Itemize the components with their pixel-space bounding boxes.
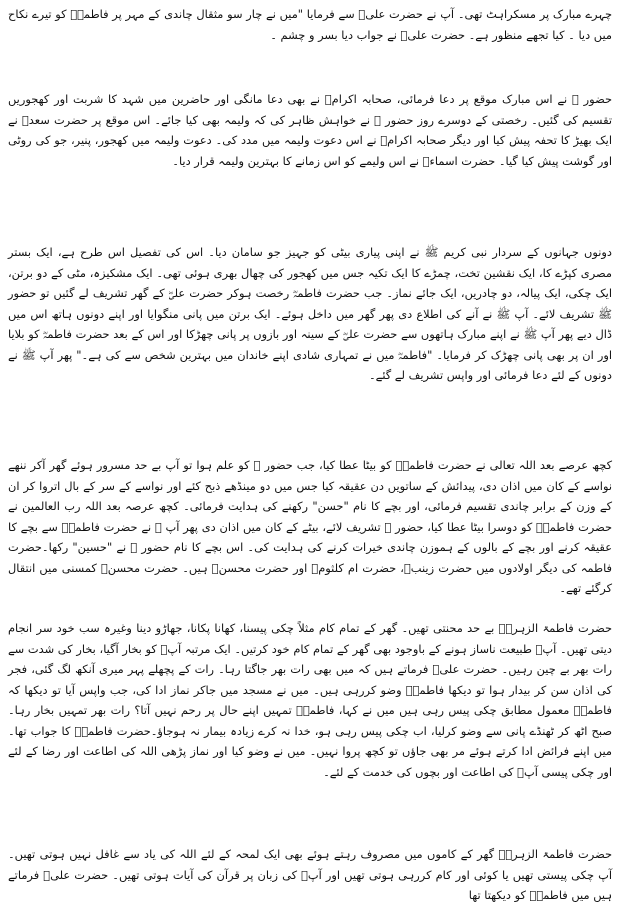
paragraph-remembrance: حضرت فاطمۃ الزہرہؓ گھر کے کاموں میں مصروف رہتے ہوئے بھی ایک لمحہ کے لئے اللہ کی یاد سے غافل نہیں ہوتی تھیں۔ آپ چکی پیستی تھیں یا کوئی اور کام کررہی ہوتی تھیں اور آپؓ کی زبان پر قرآن کی آیات ہوتی تھیں۔ حضرت علیؓ فرماتے ہیں میں فاطمہؓ کو دیکھتا تھا [8, 847, 612, 902]
paragraph-jahez: دونوں جہانوں کے سردار نبی کریم ﷺ نے اپنی پیاری بیٹی کو جہیز جو سامان دیا۔ اس کی تفصیل اس طرح ہے، ایک بستر مصری کپڑے کا، ایک نقشین تخت، چمڑے کا ایک تکیہ جس میں کھجور کی چھال بھری ہوئی تھی۔ ایک مشکیزہ، مٹی کے دو برتن، ایک چکی، ایک پیالہ، دو چادریں، ایک جائے نماز۔ جب حضرت فاطمہؓ رخصت ہوکر حضرت علیؓ کے گھر تشریف لے گئیں تو حضور ﷺ تشریف لائے۔ آپ ﷺ نے آنے کی اطلاع دی پھر گھر میں داخل ہوئے۔ ایک برتن میں پانی منگوایا اور اپنے دونوں ہاتھ اس میں ڈال دیے پھر آپ ﷺ نے اپنے مبارک ہاتھوں سے حضرت علیؓ کے سینہ اور بازوں پر پانی چھڑکا اور اس کے بعد حضرت فاطمہؓ کو بلایا اور ان پر بھی پانی چھڑک کر فرمایا۔ "فاطمہؓ میں نے تمہاری شادی اپنے خاندان میں بہترین شخص سے کی ہے۔" پھر آپ ﷺ نے دونوں کے لئے دعا فرمائی اور واپس تشریف لے گئے۔ [8, 245, 612, 382]
paragraph-nikah-mahr: چہرے مبارک پر مسکراہٹ تھی۔ آپ نے حضرت علیؓ سے فرمایا "میں نے چار سو مثقال چاندی کے مہر پر فاطمہؓ کو تیرے نکاح میں دیا ۔ کیا تجھے منظور ہے۔ حضرت علیؓ نے جواب دیا بسر و چشم ۔ [8, 7, 612, 42]
paragraph-hard-work: حضرت فاطمۃ الزہرہؓ بے حد محنتی تھیں۔ گھر کے تمام کام مثلاً چکی پیسنا، کھانا پکانا، جھاڑو دینا وغیرہ سب خود سر انجام دیتی تھیں۔ آپؓ طبیعت ناساز ہونے کے باوجود بھی گھر کے تمام کام خود کرتیں۔ ایک مرتبہ آپؓ کو بخار آگیا، بخار کی شدت سے رات بھر بے چین رہیں۔ حضرت علیؓ فرماتے ہیں کہ میں بھی رات بھر جاگتا رہا۔ رات کے پچھلے پہر میری آنکھ لگ گئی، فجر کی اذان سن کر بیدار ہوا تو دیکھا فاطمہؓ وضو کررہی ہیں۔ میں نے مسجد میں جاکر نماز ادا کی، جب واپس آیا تو دیکھا کہ فاطمہؓ معمول مطابق چکی پیس رہی ہیں میں نے کہا، فاطمہؓ تمہیں اپنے حال پر رحم نہیں آتا؟ رات بھر تمہیں بخار رہا۔ صبح اٹھ کر ٹھنڈے پانی سے وضو کرلیا، اب چکی پیس رہی ہو، خدا نہ کرے زیادہ بیمار نہ ہوجاؤ۔حضرت فاطمہؓ کا جواب تھا۔ میں اپنے فرائض ادا کرتے ہوئے مر بھی جاؤں تو کچھ پروا نہیں۔ میں نے وضو کیا اور نماز پڑھی اللہ کی اطاعت اور رضا کے لئے اور چکی پیسی آپؓ کی اطاعت اور بچوں کی خدمت کے لئے۔ [8, 621, 612, 779]
paragraph-walima: حضور ﷺ نے اس مبارک موقع پر دعا فرمائی، صحابہ اکرامؓ نے بھی دعا مانگی اور حاضرین میں شہد کا شربت اور کھجوریں تقسیم کی گئیں۔ رخصتی کے دوسرے روز حضور ﷺ نے خواہش ظاہر کی کہ ولیمہ بھی کیا جائے۔ اس موقع پر حضرت سعدؓ نے ایک بھیڑ کا تحفہ پیش کیا اور دیگر صحابہ اکرامؓ نے اس دعوت ولیمہ میں مدد کی۔ دعوت ولیمہ میں کھجور، پنیر، جو کی روٹی اور گوشت پیش کیا گیا۔ حضرت اسماءؓ نے اس ولیمے کو اس زمانے کا بہترین ولیمہ قرار دیا۔ [8, 92, 612, 168]
paragraph-children: کچھ عرصے بعد اللہ تعالی نے حضرت فاطمہؓ کو بیٹا عطا کیا، جب حضور ﷺ کو علم ہوا تو آپ بے حد مسرور ہوئے گھر آکر ننھے نواسے کے کان میں اذان دی، پیدائش کے ساتویں دن عقیقہ کیا جس میں دو مینڈھے ذبح کئے اور نواسے کے سر کے بال اتروا کر ان کے وزن کے برابر چاندی تقسیم فرمائی، اور بچے کا نام "حسن" رکھنے کی ہدایت فرمائی۔ کچھ عرصہ بعد اللہ رب العالمین نے حضرت فاطمہؓ کو دوسرا بیٹا عطا کیا، حضور ﷺ تشریف لائے، بیٹے کے کان میں اذان دی پھر آپ ﷺ نے حضرت فاطمہؓ سے بچے کا عقیقہ کرنے اور بچے کے بالوں کے ہموزن چاندی خیرات کرنے کی ہدایت کی۔ اس بچے کا نام حضور ﷺ نے "حسین" رکھا۔حضرت فاطمہ کی دیگر اولادوں میں حضرت زینبؓ، حضرت ام کلثومؓ اور حضرت محسنؓ ہیں۔ حضرت محسنؓ کمسنی میں انتقال کرگئے تھے۔ [8, 458, 612, 595]
